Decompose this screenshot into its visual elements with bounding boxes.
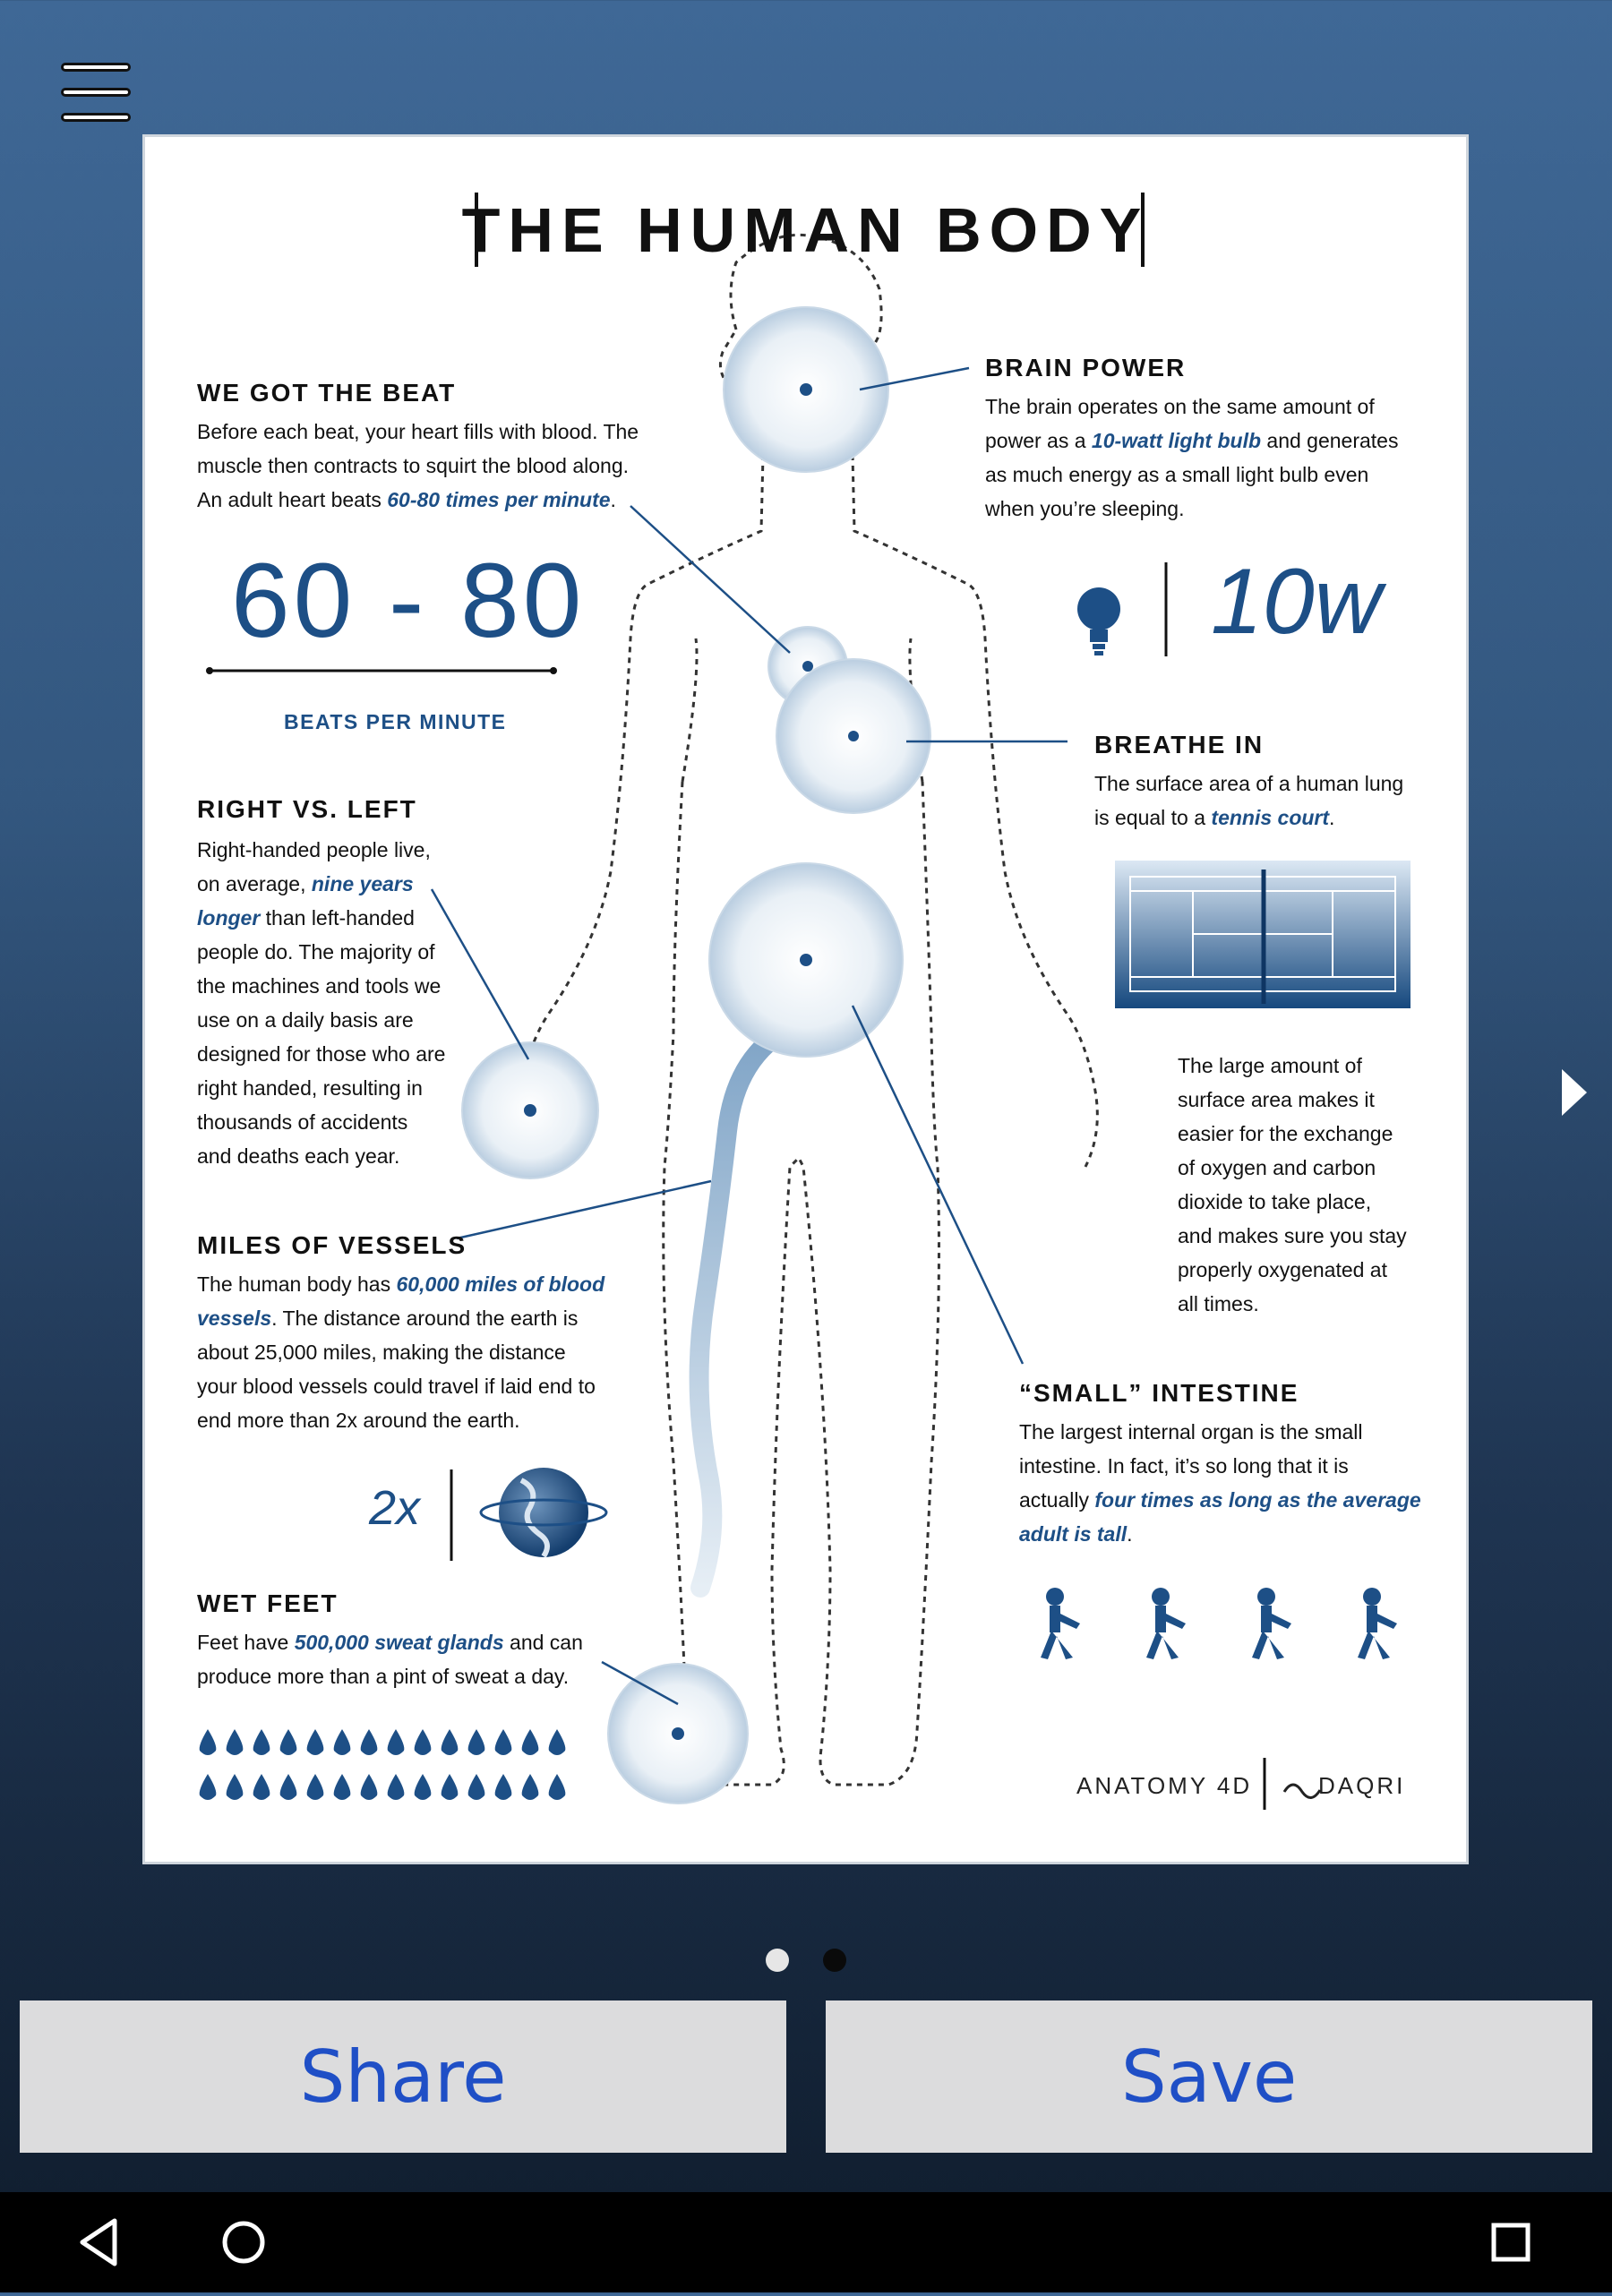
sweat-drop-icon <box>280 1729 297 1755</box>
tennis-court-icon <box>1115 861 1410 1008</box>
recents-icon[interactable] <box>1494 2225 1528 2259</box>
sweat-drop-icon <box>442 1774 459 1800</box>
sweat-drops-icons <box>200 1729 566 1800</box>
infographic-title: THE HUMAN BODY <box>461 195 1150 265</box>
sweat-drop-icon <box>334 1774 351 1800</box>
lung-bubble <box>776 659 930 813</box>
breathe-text: The surface area of a human lung is equal to a tennis court. <box>1094 772 1404 829</box>
beat-heading: WE GOT THE BEAT <box>197 379 457 407</box>
sweat-drop-icon <box>227 1774 244 1800</box>
vessels-text: The human body has 60,000 miles of blood vessels. The distance around the earth is about 25,000 miles, making the distance your blood vessels could travel if laid end to end more than 2x around the earth. <box>197 1272 605 1432</box>
sweat-drop-icon <box>468 1774 485 1800</box>
sweat-drop-icon <box>361 1729 378 1755</box>
brand-daqri: DAQRI <box>1318 1772 1406 1799</box>
walking-people-icons <box>1041 1588 1397 1659</box>
menu-icon[interactable] <box>61 63 133 125</box>
sweat-drop-icon <box>280 1774 297 1800</box>
system-navigation-bar <box>0 2192 1612 2292</box>
right-left-heading: RIGHT VS. LEFT <box>197 795 417 823</box>
page-dot-2[interactable] <box>823 1949 846 1972</box>
sweat-drop-icon <box>442 1729 459 1755</box>
sweat-drop-icon <box>253 1774 270 1800</box>
brand-anatomy: ANATOMY 4D <box>1076 1772 1253 1799</box>
intestine-bubble <box>709 863 903 1057</box>
intestine-heading: “SMALL” INTESTINE <box>1019 1379 1299 1407</box>
right-left-text: Right-handed people live, on average, nine years longer than left-handed people do. The majority of the machines and tools we use on a daily basis are designed for those who are right handed, resulting in thousands of accidents and deaths each year. <box>197 838 446 1168</box>
sweat-drop-icon <box>361 1774 378 1800</box>
sweat-drop-icon <box>522 1774 539 1800</box>
beat-text: Before each beat, your heart fills with blood. The muscle then contracts to squirt the blood along. An adult heart beats 60-80 times per minute. <box>197 420 639 511</box>
sweat-drop-icon <box>200 1774 217 1800</box>
sweat-drop-icon <box>307 1729 324 1755</box>
sweat-drop-icon <box>200 1729 217 1755</box>
brain-heading: BRAIN POWER <box>985 354 1187 381</box>
brain-text: The brain operates on the same amount of power as a 10-watt light bulb and generates as much energy as a small light bulb even when you’re sleeping. <box>985 395 1399 520</box>
page-indicator <box>766 1945 855 1975</box>
infographic-card <box>145 137 1466 1862</box>
light-bulb-icon <box>1077 587 1120 655</box>
sweat-drop-icon <box>227 1729 244 1755</box>
breathe-extra-text: The large amount of surface area makes it easier for the exchange of oxygen and carbon dioxide to take place, and makes sure you stay properly oxygenated at all times. <box>1178 1054 1407 1315</box>
back-icon[interactable] <box>82 2221 115 2264</box>
next-page-arrow-icon[interactable] <box>1556 1066 1592 1119</box>
heart-rate-stat: 60 - 80 <box>231 542 586 660</box>
sweat-drop-icon <box>549 1729 566 1755</box>
sweat-drop-icon <box>415 1774 432 1800</box>
intestine-text: The largest internal organ is the small intestine. In fact, it’s so long that it is actually four times as long as the average adult is tall. <box>1019 1420 1421 1546</box>
hand-bubble <box>462 1042 598 1178</box>
vessels-heading: MILES OF VESSELS <box>197 1231 467 1259</box>
foot-bubble <box>608 1664 748 1803</box>
sweat-drop-icon <box>388 1774 405 1800</box>
save-button[interactable]: Save <box>826 2000 1592 2153</box>
sweat-drop-icon <box>388 1729 405 1755</box>
breathe-heading: BREATHE IN <box>1094 731 1265 758</box>
wattage-stat: 10w <box>1211 550 1382 654</box>
sweat-drop-icon <box>495 1729 512 1755</box>
globe-icon <box>481 1468 606 1557</box>
sweat-drop-icon <box>549 1774 566 1800</box>
feet-text: Feet have 500,000 sweat glands and can produce more than a pint of sweat a day. <box>197 1631 583 1688</box>
daqri-logo-icon <box>1284 1785 1320 1798</box>
earth-multiplier-stat: 2x <box>369 1481 421 1535</box>
sweat-drop-icon <box>334 1729 351 1755</box>
sweat-drop-icon <box>307 1774 324 1800</box>
feet-heading: WET FEET <box>197 1589 339 1617</box>
sweat-drop-icon <box>253 1729 270 1755</box>
sweat-drop-icon <box>495 1774 512 1800</box>
share-button[interactable]: Share <box>20 2000 786 2153</box>
beats-per-minute-label: BEATS PER MINUTE <box>284 710 507 733</box>
page-dot-1[interactable] <box>766 1949 789 1972</box>
sweat-drop-icon <box>522 1729 539 1755</box>
sweat-drop-icon <box>468 1729 485 1755</box>
home-icon[interactable] <box>225 2223 262 2261</box>
sweat-drop-icon <box>415 1729 432 1755</box>
